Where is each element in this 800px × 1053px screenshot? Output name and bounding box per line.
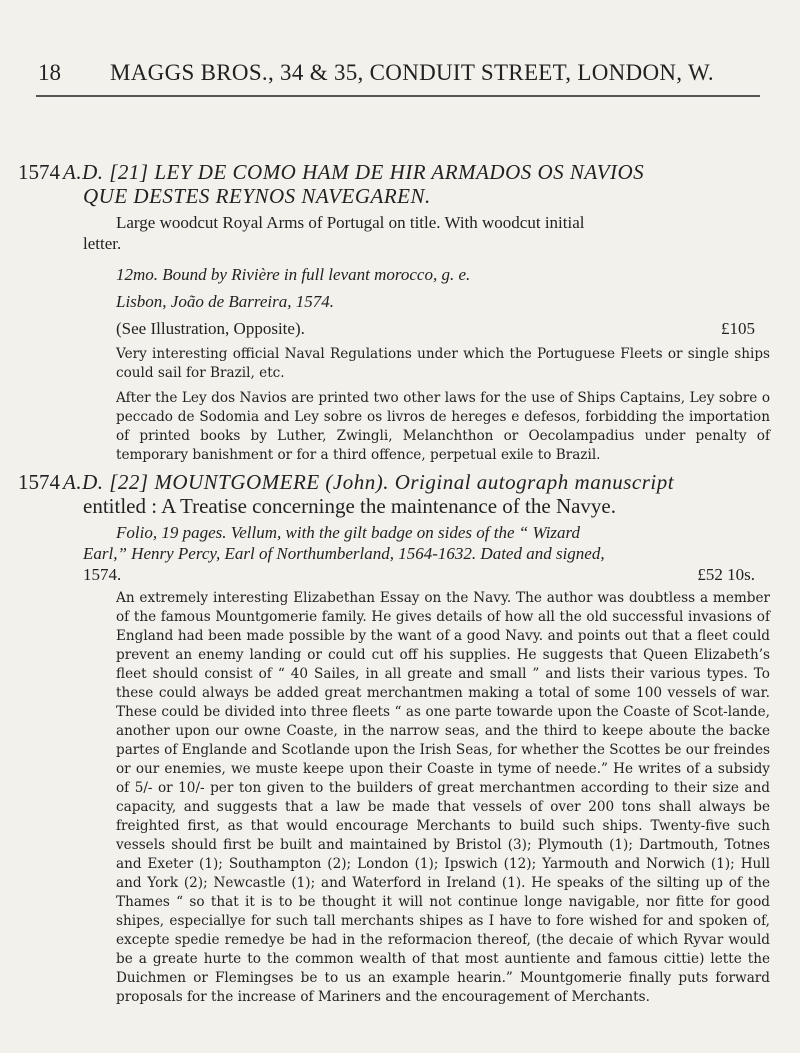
catalogue-entry-22 <box>18 470 770 1007</box>
entry-title-line <box>18 160 770 184</box>
entry-description-cont: Earl,” Henry Percy, Earl of Northumberland, 1564-1632. Dated and signed, <box>83 544 605 563</box>
entry-price: £105 <box>721 319 755 338</box>
entry-title-line <box>18 470 770 494</box>
entry-description: Folio, 19 pages. Vellum, with the gilt badge on sides of the “ Wizard <box>116 523 581 542</box>
entry-notes: An extremely interesting Elizabethan Essay on the Navy. The author was doubtless a member of the famous Mountgomerie family. He gives details of how all the old successful invasions of England had been made possible by the want of a good Navy. and points out that a fleet could prevent an enemy landing or could cut off his supplies. He suggests that Queen Elizabeth’s fleet should consist of “ 40 Sailes, in all greate and small ” and lists their various types. To these could always be added great merchantmen making a total of some 100 vessels of war. These could be divided into three fleets “ as one parte towarde upon the Coaste of Scot-lande, another upon our owne Coaste, in the narrow seas, and the third to keepe aboute the backe partes of Englande and Scotlande upon the Irish Seas, for whether the Scottes be our freindes or our enemies, we muste keepe upon their Coaste in tyme of neede.” He writes of a subsidy of 5/- or 10/- per ton given to the builders of great merchantmen according to their size and capacity, and suggests that a law be made that vessels of over 200 tons shall always be freighted first, as that would encourage Merchants to build such ships. Twenty-five such vessels should first be built and maintained by Bristol (3); Plymouth (1); Dartmouth, Totnes and Exeter (1); Southampton (2); London (1); Ipswich (12); Yarmouth and Norwich (1); Hull and York (2); Newcastle (1); and Waterford in Ireland (1). He speaks of the silting up of the Thames “ so that it is to be thought it will not continue longe navigable, nor fitte for good shipes, especiallye for such tall merchants shipes as I have to fore wished for and spoken of, excepte spedie remedye be had in the reformacion thereof, (the decaie of which Ryvar would be a greate hurte to the common wealth of that most auntiente and famous cittie) lette the Duichmen or Flemingses be to us an example hearin.” Mountgomerie finally puts forward proposals for the increase of Mariners and the encouragement of Merchants. <box>116 590 770 1005</box>
entry-year: 1574 <box>18 470 60 494</box>
entry-notes-2: After the Ley dos Navios are printed two other laws for the use of Ships Captains, Ley sobre o peccado de Sodomia and Ley sobre os livros de hereges e defesos, forbidding the importation of printed books by Luther, Zwingli, Melanchthon or Oecolampadius under penalty of temporary banishment or for a third offence, perpetual exile to Brazil. <box>116 390 770 463</box>
catalogue-entry-21 <box>18 160 770 465</box>
entry-description: Large woodcut Royal Arms of Portugal on title. With woodcut initial <box>116 213 585 232</box>
page-number: 18 <box>38 60 61 85</box>
entry-title: A.D. [22] MOUNTGOMERE (John). Original autograph manuscript <box>63 470 675 494</box>
entry-notes: Very interesting official Naval Regulations under which the Portuguese Fleets or single ships could sail for Brazil, etc. <box>116 346 770 381</box>
entry-price: £52 10s. <box>697 565 755 584</box>
entry-title-cont: QUE DESTES REYNOS NAVEGAREN. <box>83 184 431 208</box>
entry-year: 1574 <box>18 160 60 184</box>
entry-date: 1574. <box>83 565 122 584</box>
entry-title-cont: entitled : A Treatise concerninge the maintenance of the Navye. <box>83 494 616 518</box>
entry-illustration-ref <box>18 318 770 339</box>
header-rule <box>36 95 760 97</box>
running-header: MAGGS BROS., 34 & 35, CONDUIT STREET, LONDON, W. <box>110 60 714 85</box>
entry-date-line <box>18 564 770 585</box>
entry-title: A.D. [21] LEY DE COMO HAM DE HIR ARMADOS OS NAVIOS <box>63 160 645 184</box>
entry-format: 12mo. Bound by Rivière in full levant morocco, g. e. <box>116 265 471 284</box>
entry-imprint: Lisbon, João de Barreira, 1574. <box>116 292 335 311</box>
entry-description-cont: letter. <box>83 234 122 253</box>
illustration-note: (See Illustration, Opposite). <box>116 319 305 338</box>
